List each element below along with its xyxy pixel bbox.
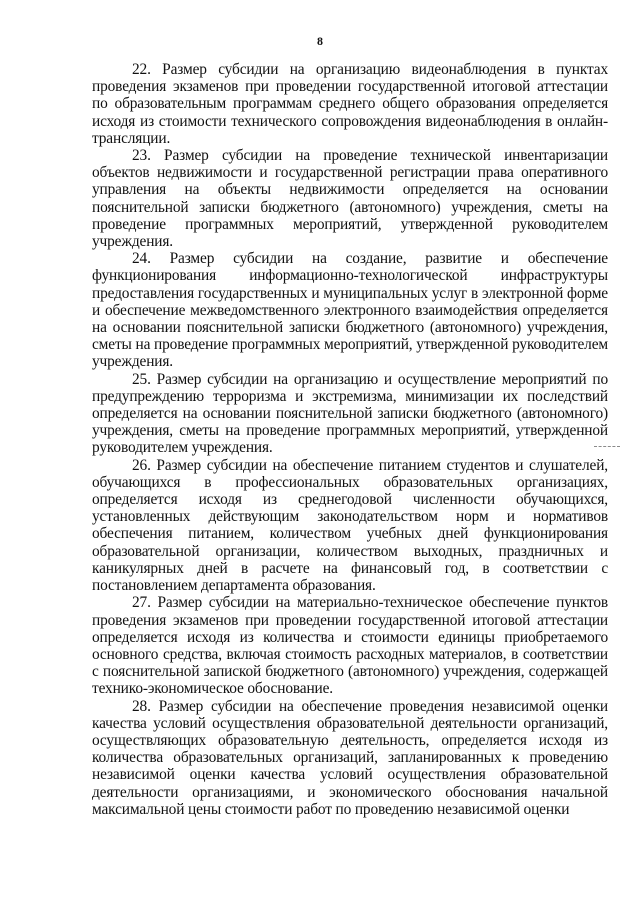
paragraph-22: 22. Размер субсидии на организацию видеонаблюдения в пунктах проведения экзаменов при проведении государственной итоговой аттестации по образовательным программам среднего общего образования определяется исходя из стоимости технического сопровождения видеонаблюдения в онлайн-трансляции.	[92, 61, 608, 147]
margin-mark	[594, 446, 620, 448]
paragraph-23: 23. Размер субсидии на проведение технической инвентаризации объектов недвижимости и государственной регистрации права оперативного управления на объекты недвижимости определяется на основании пояснительной записки бюджетного (автономного) учреждения, сметы на проведение программных мероприятий, утвержденной руководителем учреждения.	[92, 147, 608, 251]
document-body	[92, 61, 608, 818]
paragraph-27: 27. Размер субсидии на материально-техническое обеспечение пунктов проведения экзаменов при проведении государственной итоговой аттестации определяется исходя из количества и стоимости единицы приобретаемого основного средства, включая стоимость расходных материалов, в соответствии с пояснительной запиской бюджетного (автономного) учреждения, содержащей технико-экономическое обоснование.	[92, 594, 608, 698]
page-number: 8	[317, 34, 323, 48]
paragraph-25: 25. Размер субсидии на организацию и осуществление мероприятий по предупреждению терроризма и экстремизма, минимизации их последствий определяется на основании пояснительной записки бюджетного (автономного) учреждения, сметы на проведение программных мероприятий, утвержденной руководителем учреждения.	[92, 370, 608, 457]
paragraph-24: 24. Размер субсидии на создание, развитие и обеспечение функционирования информационно-технологической инфраструктуры предоставления государственных и муниципальных услуг в электронной форме и обеспечение межведомственного электронного взаимодействия определяется на основании пояснительной записки бюджетного (автономного) учреждения, сметы на проведение программных мероприятий, утвержденной руководителем учреждения.	[92, 250, 608, 371]
paragraph-28: 28. Размер субсидии на обеспечение проведения независимой оценки качества условий осуществления образовательной деятельности организаций, осуществляющих образовательную деятельность, определяется исходя из количества образовательных организаций, запланированных к проведению независимой оценки качества условий осуществления образовательной деятельности организациями, и экономического обоснования начальной максимальной цены стоимости работ по проведению независимой оценки	[92, 697, 608, 818]
paragraph-26: 26. Размер субсидии на обеспечение питанием студентов и слушателей, обучающихся в профессиональных образовательных организациях, определяется исходя из среднегодовой численности обучающихся, установленных действующим законодательством норм и нормативов обеспечения питанием, количеством учебных дней функционирования образовательной организации, количеством выходных, праздничных и каникулярных дней в расчете на финансовый год, в соответствии с постановлением департамента образования.	[92, 456, 608, 595]
